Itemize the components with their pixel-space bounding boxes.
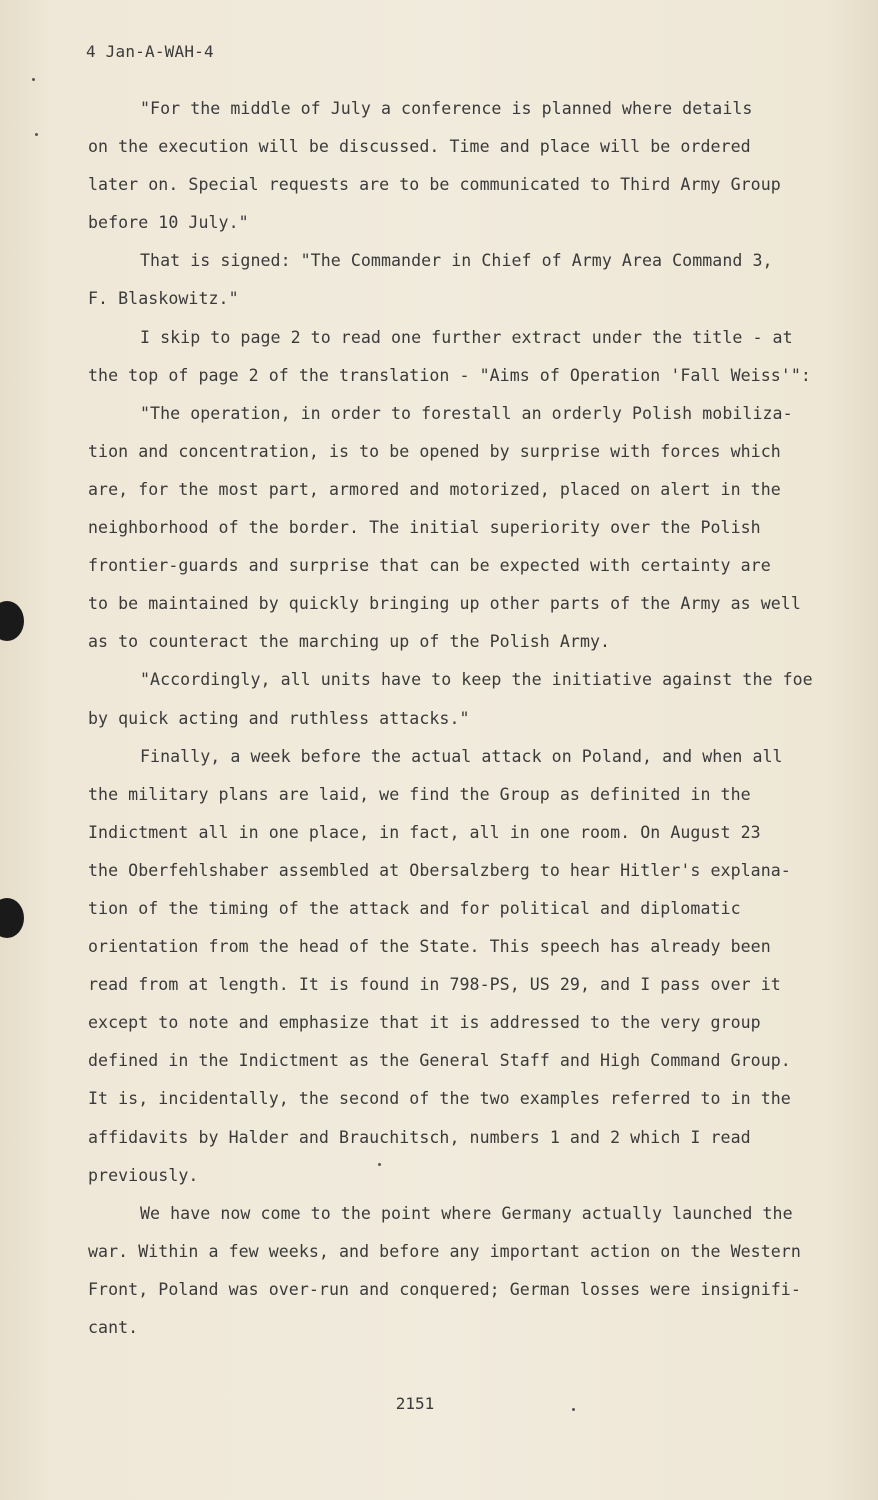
text-line: before 10 July." — [88, 213, 249, 233]
text-line: affidavits by Halder and Brauchitsch, numbers 1 and 2 which I read — [88, 1127, 751, 1147]
text-line: We have now come to the point where Germany actually launched the — [140, 1203, 793, 1223]
text-line: That is signed: "The Commander in Chief of Army Area Command 3, — [140, 251, 773, 271]
paper-speck — [378, 1163, 381, 1166]
transcript-body — [88, 90, 813, 1347]
punch-hole-bottom — [0, 898, 24, 938]
text-line: tion and concentration, is to be opened by surprise with forces which — [88, 441, 781, 461]
text-line: the military plans are laid, we find the Group as definited in the — [88, 784, 751, 804]
text-line: It is, incidentally, the second of the two examples referred to in the — [88, 1089, 791, 1109]
text-line: by quick acting and ruthless attacks." — [88, 708, 470, 728]
text-line: cant. — [88, 1318, 139, 1337]
paper-speck — [35, 133, 38, 136]
text-line: Finally, a week before the actual attack on Poland, and when all — [140, 746, 783, 766]
text-line: orientation from the head of the State. This speech has already been — [88, 937, 771, 957]
text-line: tion of the timing of the attack and for political and diplomatic — [88, 898, 741, 918]
text-line: to be maintained by quickly bringing up other parts of the Army as well — [88, 594, 801, 614]
text-line: as to counteract the marching up of the Polish Army. — [88, 632, 611, 652]
text-line: are, for the most part, armored and motorized, placed on alert in the — [88, 479, 781, 499]
document-reference-id: 4 Jan-A-WAH-4 — [86, 42, 214, 61]
text-line: frontier-guards and surprise that can be expected with certainty are — [88, 556, 771, 576]
text-line: war. Within a few weeks, and before any important action on the Western — [88, 1241, 801, 1261]
text-line: the top of page 2 of the translation - "Aims of Operation 'Fall Weiss'": — [88, 365, 811, 385]
text-line: I skip to page 2 to read one further extract under the title - at — [140, 327, 793, 347]
text-line: "For the middle of July a conference is planned where details — [140, 99, 753, 118]
punch-hole-top — [0, 601, 24, 641]
text-line: the Oberfehlshaber assembled at Obersalzberg to hear Hitler's explana- — [88, 860, 791, 880]
text-line: F. Blaskowitz." — [88, 289, 239, 309]
paper-speck — [32, 78, 35, 81]
text-line: read from at length. It is found in 798-PS, US 29, and I pass over it — [88, 975, 781, 995]
text-line: "Accordingly, all units have to keep the initiative against the foe — [140, 670, 813, 690]
text-line: previously. — [88, 1165, 199, 1185]
text-line: neighborhood of the border. The initial superiority over the Polish — [88, 518, 761, 538]
text-line: "The operation, in order to forestall an orderly Polish mobiliza- — [140, 403, 793, 423]
text-line: Indictment all in one place, in fact, all in one room. On August 23 — [88, 822, 761, 842]
text-line: later on. Special requests are to be communicated to Third Army Group — [88, 175, 781, 195]
text-line: except to note and emphasize that it is addressed to the very group — [88, 1013, 761, 1033]
text-line: defined in the Indictment as the General Staff and High Command Group. — [88, 1051, 791, 1071]
page-number: 2151 — [395, 1394, 435, 1413]
text-line: Front, Poland was over-run and conquered; German losses were insignifi- — [88, 1279, 801, 1299]
text-line: on the execution will be discussed. Time and place will be ordered — [88, 137, 751, 157]
